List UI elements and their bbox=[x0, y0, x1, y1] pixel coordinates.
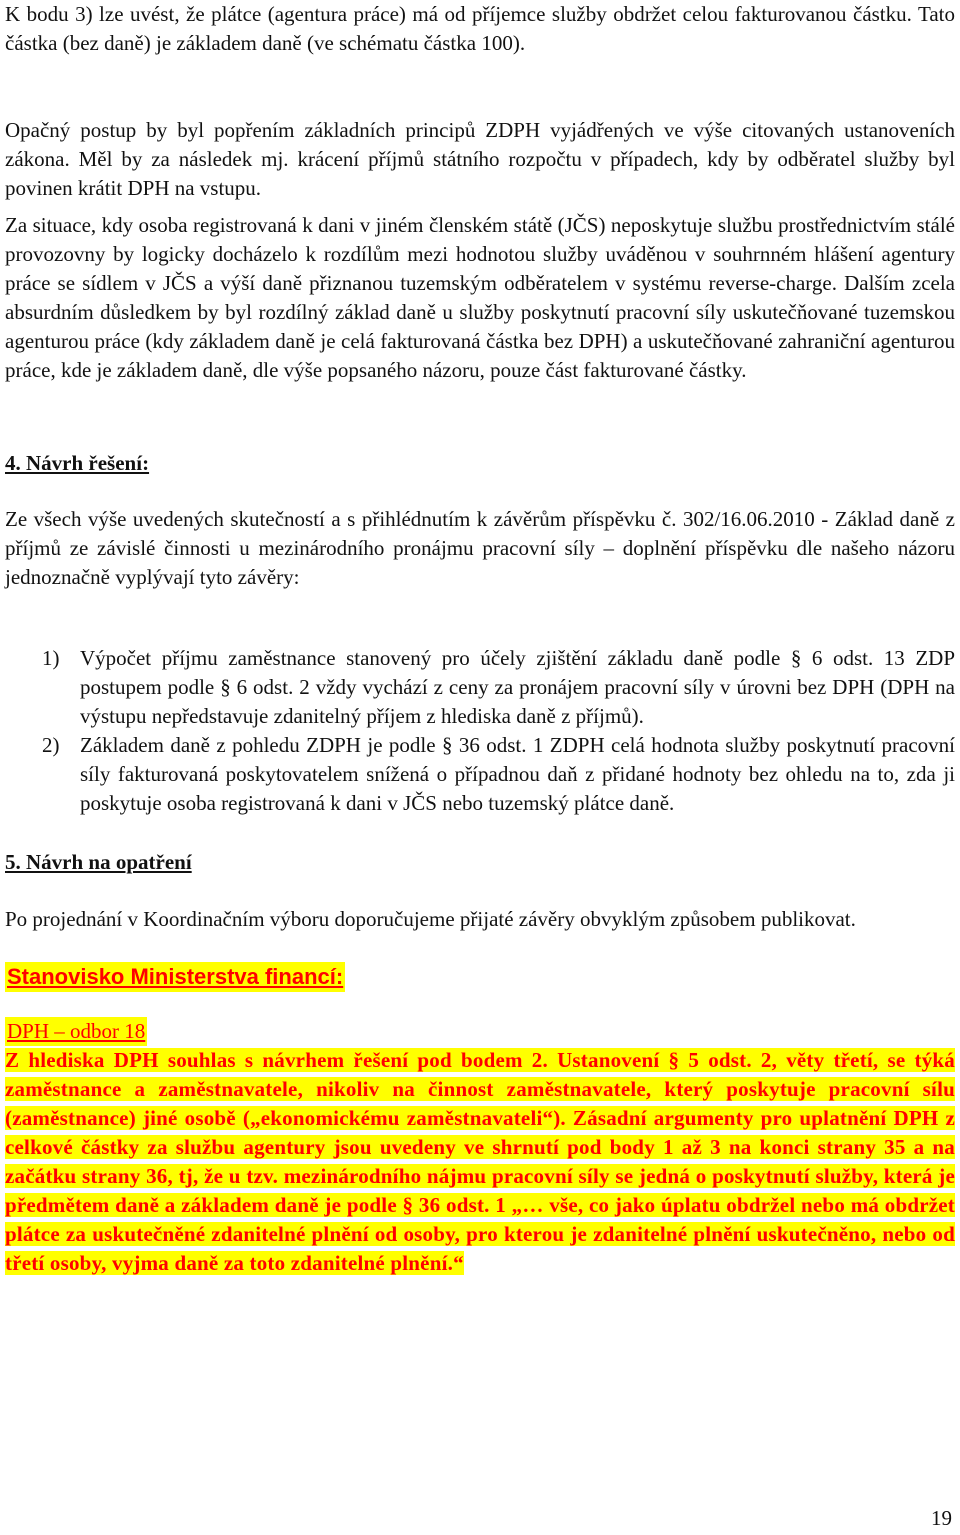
paragraph-3: Za situace, kdy osoba registrovaná k dani v jiném členském státě (JČS) neposkytuje službu prostřednictvím stálé provozovny by logicky docházelo k rozdílům mezi hodnotou služby uváděnou v souhrnném hlášení agentury práce se sídlem v JČS a výší daně přiznanou tuzemským odběratelem v systému reverse-charge. Dalším zcela absurdním důsledkem by byl rozdílný základ daně u služby poskytnutí pracovní síly uskutečňované tuzemskou agenturou práce (kdy základem daně je celá fakturovaná částka bez DPH) a uskutečňované zahraniční agenturou práce, kde je základem daně, dle výše popsaného názoru, pouze část fakturované částky. bbox=[5, 213, 955, 382]
conclusion-text: Základem daně z pohledu ZDPH je podle § 36 odst. 1 ZDPH celá hodnota služby poskytnutí pracovní síly fakturovaná poskytovatelem snížená o případnou daň z přidané hodnoty bez ohledu na to, zda ji poskytuje osoba registrovaná k dani v JČS nebo tuzemský plátce daně. bbox=[80, 733, 955, 815]
conclusion-item bbox=[5, 731, 955, 818]
section-5-heading: 5. Návrh na opatření bbox=[5, 850, 192, 874]
conclusion-text: Výpočet příjmu zaměstnance stanovený pro účely zjištění základu daně podle § 6 odst. 13 ZDP postupem podle § 6 odst. 2 vždy vychází z ceny za pronájem pracovní síly v úrovni bez DPH (DPH na výstupu nepředstavuje zdanitelný příjem z hlediska daně z příjmů). bbox=[80, 646, 955, 728]
ministry-department: DPH – odbor 18 bbox=[5, 1017, 147, 1046]
ministry-opinion bbox=[5, 962, 955, 1278]
conclusion-item bbox=[5, 644, 955, 731]
conclusions-list bbox=[5, 644, 955, 818]
paragraph-2: Opačný postup by byl popřením základních principů ZDPH vyjádřených ve výše citovaných ustanoveních zákona. Měl by za následek mj. krácení příjmů státního rozpočtu v případech, kdy by odběratel služby byl povinen krátit DPH na vstupu. bbox=[5, 118, 955, 200]
ministry-text bbox=[5, 1046, 955, 1278]
document-page bbox=[5, 0, 955, 1278]
ministry-heading: Stanovisko Ministerstva financí: bbox=[5, 962, 345, 992]
section-4-intro: Ze všech výše uvedených skutečností a s přihlédnutím k závěrům příspěvku č. 302/16.06.2010 - Základ daně z příjmů ze závislé činnosti u mezinárodního pronájmu pracovní síly – doplnění příspěvku dle našeho názoru jednoznačně vyplývají tyto závěry: bbox=[5, 507, 955, 589]
section-4-heading: 4. Návrh řešení: bbox=[5, 451, 150, 475]
ministry-text-body: Z hlediska DPH souhlas s návrhem řešení pod bodem 2. Ustanovení § 5 odst. 2, věty třetí, se týká zaměstnance a zaměstnavatele, nikoliv na činnost zaměstnavatele, který poskytuje pracovní sílu (zaměstnance) jiné osobě („ekonomickému zaměstnavateli“). Zásadní argumenty pro uplatnění DPH z celkové částky za službu agentury jsou uvedeny ve shrnutí pod body 1 až 3 na konci strany 35 a na začátku strany 36, tj, že u tzv. mezinárodního nájmu pracovní síly se jedná o poskytnutí služby, která je předmětem daně a základem daně je podle § 36 odst. 1 „… vše, co jako úplatu obdržel nebo má obdržet plátce za uskutečněné zdanitelné plnění od osoby, pro kterou je zdanitelné plnění uskutečněno, nebo od třetí osoby, vyjma daně za toto zdanitelné plnění.“ bbox=[5, 1048, 955, 1275]
section-5-text: Po projednání v Koordinačním výboru doporučujeme přijaté závěry obvyklým způsobem publikovat. bbox=[5, 907, 856, 931]
conclusion-number: 1) bbox=[42, 646, 60, 670]
page-number: 19 bbox=[931, 1506, 952, 1530]
conclusion-number: 2) bbox=[42, 733, 60, 757]
paragraph-1: K bodu 3) lze uvést, že plátce (agentura práce) má od příjemce služby obdržet celou fakturovanou částku. Tato částka (bez daně) je základem daně (ve schématu částka 100). bbox=[5, 2, 955, 55]
